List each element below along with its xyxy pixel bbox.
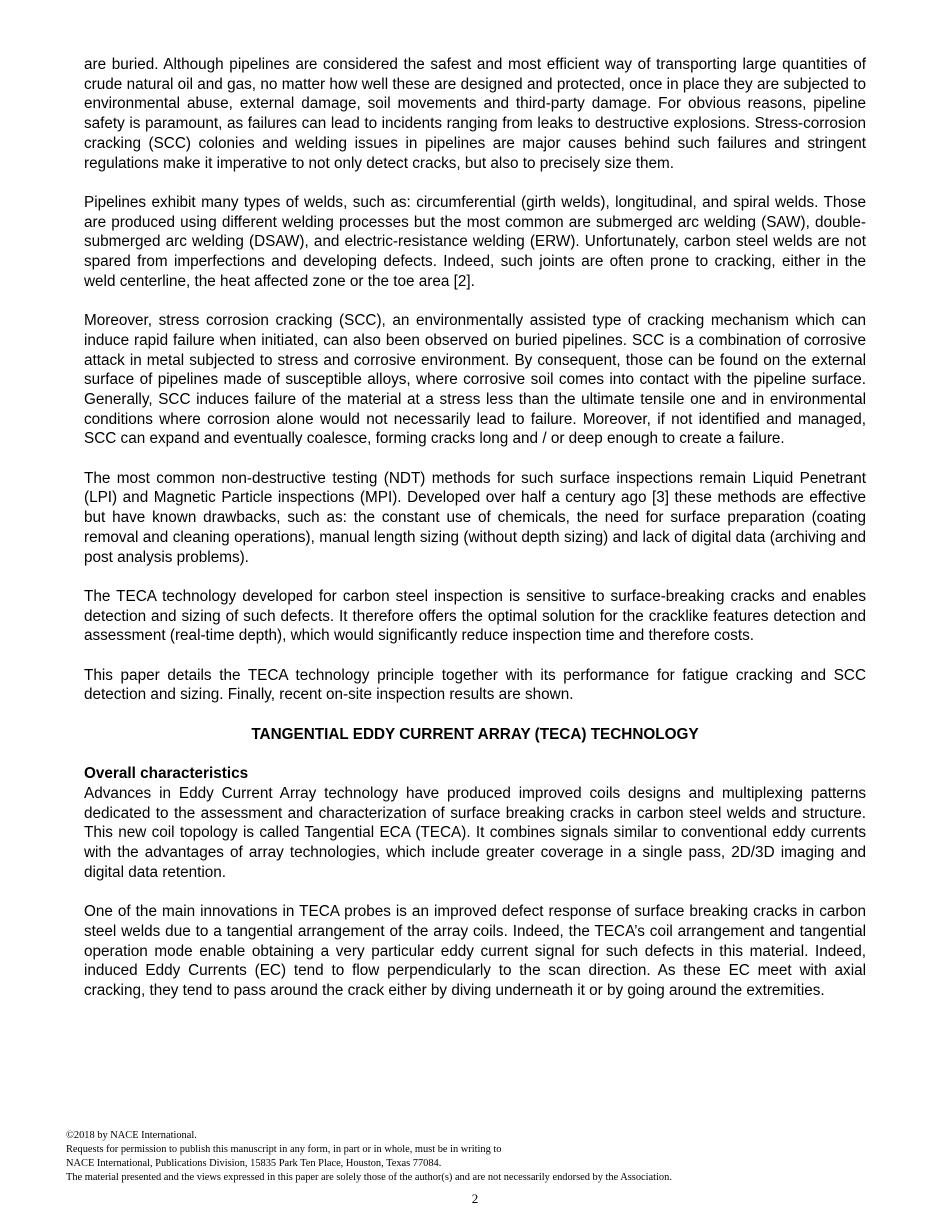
paragraph: Advances in Eddy Current Array technology have produced improved coils designs and multiplexing patterns dedicated to the assessment and characterization of surface breaking cracks in carbon steel welds and structure. This new coil topology is called Tangential ECA (TECA). It combines signals similar to conventional eddy currents with the advantages of array technologies, which include greater coverage in a single pass, 2D/3D imaging and digital data retention.: [84, 784, 866, 881]
paragraph: This paper details the TECA technology principle together with its performance for fatigue cracking and SCC detection and sizing. Finally, recent on-site inspection results are shown.: [84, 666, 866, 704]
page-body: [84, 55, 866, 1020]
copyright-footer: [66, 1129, 886, 1185]
paragraph: One of the main innovations in TECA probes is an improved defect response of surface breaking cracks in carbon steel welds due to a tangential arrangement of the array coils. Indeed, the TECA’s coil arrangement and tangential operation mode enable obtaining a very particular eddy current signal for such defects in this material. Indeed, induced Eddy Currents (EC) tend to flow perpendicularly to the scan direction. As these EC meet with axial cracking, they tend to pass around the crack either by diving underneath it or by going around the extremities.: [84, 903, 866, 999]
page-number: 2: [471, 1191, 479, 1206]
paragraph: Moreover, stress corrosion cracking (SCC), an environmentally assisted type of cracking mechanism which can induce rapid failure when initiated, can also been observed on buried pipelines. SCC is a combination of corrosive attack in metal subjected to stress and corrosive environment. By consequent, those can be found on the external surface of pipelines made of susceptible alloys, where corrosive soil comes into contact with the pipeline surface. Generally, SCC induces failure of the material at a stress less than the ultimate tensile one and in environmental conditions where corrosion alone would not necessarily lead to failure. Moreover, if not identified and managed, SCC can expand and eventually coalesce, forming cracks long and / or deep enough to create a failure.: [84, 312, 866, 448]
paragraph: The most common non-destructive testing (NDT) methods for such surface inspections remain Liquid Penetrant (LPI) and Magnetic Particle inspections (MPI). Developed over half a century ago [3] these methods are effective but have known drawbacks, such as: the constant use of chemicals, the need for surface preparation (coating removal and cleaning operations), manual length sizing (without depth sizing) and lack of digital data (archiving and post analysis problems).: [84, 469, 866, 566]
section-heading: TANGENTIAL EDDY CURRENT ARRAY (TECA) TECHNOLOGY: [251, 725, 699, 743]
footer-line: Requests for permission to publish this manuscript in any form, in part or in whole, must be in writing to: [66, 1144, 502, 1155]
footer-line: ©2018 by NACE International.: [66, 1130, 197, 1141]
footer-line: NACE International, Publications Division, 15835 Park Ten Place, Houston, Texas 77084.: [66, 1158, 442, 1169]
paragraph: are buried. Although pipelines are considered the safest and most efficient way of transporting large quantities of crude natural oil and gas, no matter how well these are designed and protected, once in place they are subjected to environmental abuse, external damage, soil movements and third-party damage. For obvious reasons, pipeline safety is paramount, as failures can lead to incidents ranging from leaks to destructive explosions. Stress-corrosion cracking (SCC) colonies and welding issues in pipelines are major causes behind such failures and stringent regulations make it imperative to not only detect cracks, but also to precisely size them.: [84, 56, 866, 172]
subsection-heading: Overall characteristics: [84, 765, 249, 783]
footer-line: The material presented and the views expressed in this paper are solely those of the author(s) and are not necessarily endorsed by the Association.: [66, 1172, 672, 1183]
paragraph: Pipelines exhibit many types of welds, such as: circumferential (girth welds), longitudinal, and spiral welds. Those are produced using different welding processes but the most common are submerged arc welding (SAW), double-submerged arc welding (DSAW), and electric-resistance welding (ERW). Unfortunately, carbon steel welds are not spared from imperfections and developing defects. Indeed, such joints are often prone to cracking, either in the weld centerline, the heat affected zone or the toe area [2].: [84, 193, 866, 290]
paragraph: The TECA technology developed for carbon steel inspection is sensitive to surface-breaking cracks and enables detection and sizing of such defects. It therefore offers the optimal solution for the cracklike features detection and assessment (real-time depth), which would significantly reduce inspection time and therefore costs.: [84, 587, 866, 645]
